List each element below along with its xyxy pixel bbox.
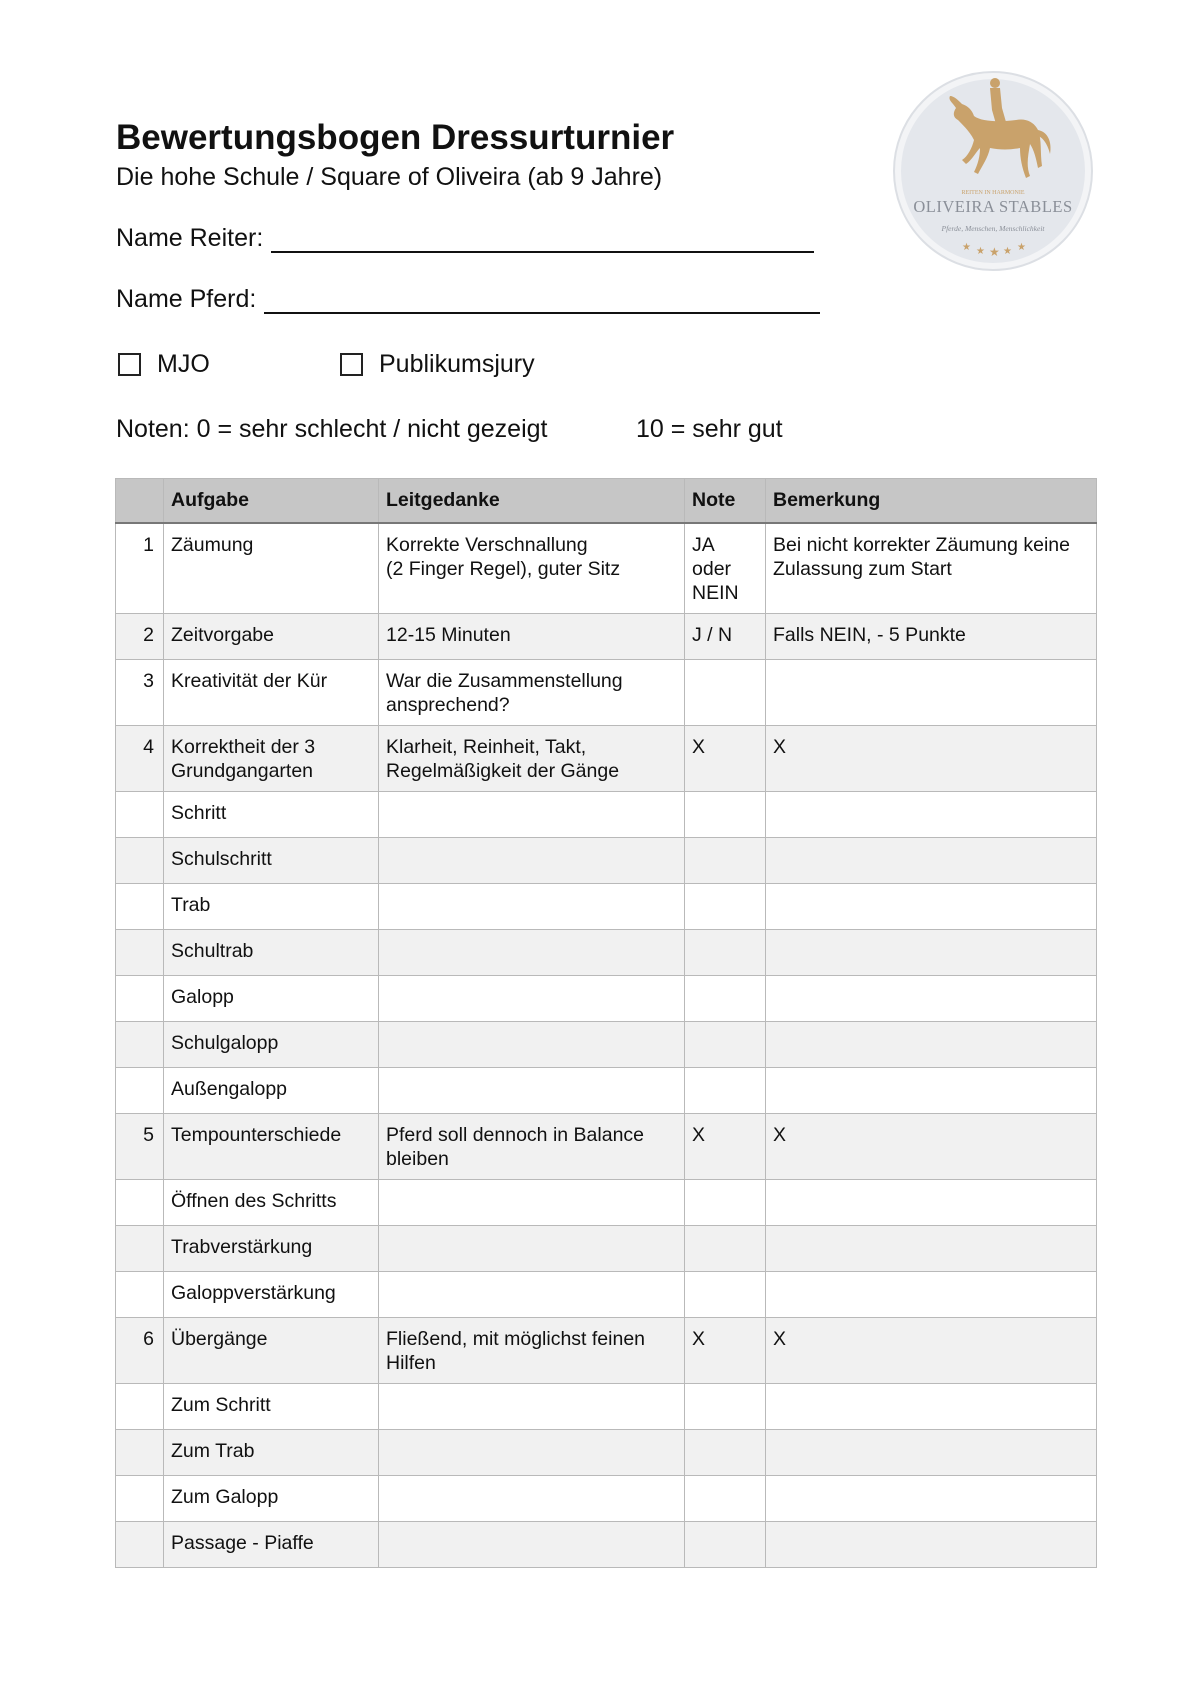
header-note: Note bbox=[685, 479, 766, 524]
logo-name: OLIVEIRA STABLES bbox=[913, 197, 1073, 216]
grading-scale bbox=[116, 415, 783, 444]
rider-name-label: Name Reiter: bbox=[116, 224, 264, 252]
table-row bbox=[116, 1384, 1097, 1430]
horse-name-line[interactable] bbox=[264, 290, 820, 314]
row-aufgabe: Schulgalopp bbox=[164, 1022, 379, 1068]
row-aufgabe: Galoppverstärkung bbox=[164, 1272, 379, 1318]
row-number bbox=[116, 1068, 164, 1114]
table-header-row bbox=[116, 479, 1097, 524]
table-row bbox=[116, 660, 1097, 726]
header-leitgedanke: Leitgedanke bbox=[379, 479, 685, 524]
row-leitgedanke bbox=[379, 792, 685, 838]
scale-low: Noten: 0 = sehr schlecht / nicht gezeigt bbox=[116, 415, 548, 443]
row-number: 3 bbox=[116, 660, 164, 726]
row-number bbox=[116, 1226, 164, 1272]
row-aufgabe: Tempounterschiede bbox=[164, 1114, 379, 1180]
row-note[interactable] bbox=[685, 1476, 766, 1522]
table-body bbox=[116, 523, 1097, 1568]
logo-tagline: Pferde, Menschen, Menschlichkeit bbox=[941, 224, 1045, 233]
table-row bbox=[116, 1318, 1097, 1384]
row-leitgedanke bbox=[379, 1476, 685, 1522]
row-note[interactable] bbox=[685, 1384, 766, 1430]
table-row bbox=[116, 1522, 1097, 1568]
row-leitgedanke bbox=[379, 1384, 685, 1430]
row-note[interactable] bbox=[685, 1022, 766, 1068]
row-leitgedanke bbox=[379, 1272, 685, 1318]
row-number bbox=[116, 1430, 164, 1476]
row-note[interactable]: JA oder NEIN bbox=[685, 523, 766, 614]
row-bemerkung[interactable] bbox=[766, 1180, 1097, 1226]
row-aufgabe: Zum Trab bbox=[164, 1430, 379, 1476]
row-aufgabe: Trab bbox=[164, 884, 379, 930]
row-number bbox=[116, 1272, 164, 1318]
row-number bbox=[116, 1476, 164, 1522]
row-leitgedanke bbox=[379, 838, 685, 884]
table-row bbox=[116, 1180, 1097, 1226]
row-leitgedanke: War die Zusammenstellung ansprechend? bbox=[379, 660, 685, 726]
table-row bbox=[116, 1272, 1097, 1318]
row-leitgedanke bbox=[379, 976, 685, 1022]
row-number bbox=[116, 792, 164, 838]
header-bemerkung: Bemerkung bbox=[766, 479, 1097, 524]
row-number bbox=[116, 1022, 164, 1068]
row-leitgedanke bbox=[379, 930, 685, 976]
row-number: 5 bbox=[116, 1114, 164, 1180]
row-aufgabe: Zum Galopp bbox=[164, 1476, 379, 1522]
rider-name-line[interactable] bbox=[271, 229, 814, 253]
row-number bbox=[116, 838, 164, 884]
svg-text:★: ★ bbox=[976, 246, 985, 257]
row-note[interactable]: X bbox=[685, 1318, 766, 1384]
table-row bbox=[116, 792, 1097, 838]
logo-top-text: REITEN IN HARMONIE bbox=[961, 190, 1025, 196]
row-aufgabe: Passage - Piaffe bbox=[164, 1522, 379, 1568]
table-row bbox=[116, 1022, 1097, 1068]
publikumsjury-checkbox[interactable] bbox=[340, 350, 535, 379]
checkbox-square-icon[interactable] bbox=[118, 353, 141, 376]
row-note[interactable]: J / N bbox=[685, 614, 766, 660]
rider-name-field[interactable] bbox=[116, 224, 814, 253]
row-aufgabe: Öffnen des Schritts bbox=[164, 1180, 379, 1226]
row-number bbox=[116, 930, 164, 976]
row-leitgedanke: Pferd soll dennoch in Balance bleiben bbox=[379, 1114, 685, 1180]
row-aufgabe: Schulschritt bbox=[164, 838, 379, 884]
row-leitgedanke bbox=[379, 1022, 685, 1068]
row-note[interactable] bbox=[685, 792, 766, 838]
row-number: 6 bbox=[116, 1318, 164, 1384]
mjo-checkbox[interactable] bbox=[118, 350, 210, 379]
row-bemerkung[interactable] bbox=[766, 1272, 1097, 1318]
row-bemerkung[interactable]: X bbox=[766, 1318, 1097, 1384]
row-leitgedanke: Fließend, mit möglichst feinen Hilfen bbox=[379, 1318, 685, 1384]
row-number bbox=[116, 976, 164, 1022]
header-num bbox=[116, 479, 164, 524]
row-note[interactable] bbox=[685, 1180, 766, 1226]
row-bemerkung[interactable] bbox=[766, 1522, 1097, 1568]
table-row bbox=[116, 930, 1097, 976]
row-note[interactable]: X bbox=[685, 1114, 766, 1180]
row-aufgabe: Übergänge bbox=[164, 1318, 379, 1384]
row-bemerkung[interactable]: X bbox=[766, 1114, 1097, 1180]
row-note[interactable] bbox=[685, 884, 766, 930]
row-bemerkung[interactable] bbox=[766, 884, 1097, 930]
row-aufgabe: Zäumung bbox=[164, 523, 379, 614]
row-leitgedanke bbox=[379, 1068, 685, 1114]
row-aufgabe: Trabverstärkung bbox=[164, 1226, 379, 1272]
table-row bbox=[116, 1114, 1097, 1180]
row-bemerkung[interactable] bbox=[766, 1226, 1097, 1272]
checkbox-square-icon[interactable] bbox=[340, 353, 363, 376]
row-note[interactable] bbox=[685, 1226, 766, 1272]
row-note[interactable] bbox=[685, 1272, 766, 1318]
table-row bbox=[116, 976, 1097, 1022]
row-number bbox=[116, 1180, 164, 1226]
table-row bbox=[116, 1476, 1097, 1522]
scale-high: 10 = sehr gut bbox=[636, 415, 783, 443]
row-number bbox=[116, 1522, 164, 1568]
row-note[interactable] bbox=[685, 1430, 766, 1476]
svg-text:★: ★ bbox=[1017, 242, 1026, 253]
evaluation-table bbox=[115, 478, 1097, 1568]
horse-name-label: Name Pferd: bbox=[116, 285, 257, 313]
row-bemerkung[interactable] bbox=[766, 1476, 1097, 1522]
row-number: 1 bbox=[116, 523, 164, 614]
mjo-label: MJO bbox=[157, 350, 210, 378]
row-bemerkung[interactable] bbox=[766, 1384, 1097, 1430]
row-leitgedanke bbox=[379, 1430, 685, 1476]
publikumsjury-label: Publikumsjury bbox=[379, 350, 535, 378]
row-number bbox=[116, 1384, 164, 1430]
page-title: Bewertungsbogen Dressurturnier bbox=[116, 118, 675, 157]
row-note[interactable]: X bbox=[685, 726, 766, 792]
horse-name-field[interactable] bbox=[116, 285, 820, 314]
row-number: 4 bbox=[116, 726, 164, 792]
oliveira-stables-logo bbox=[892, 70, 1094, 272]
row-aufgabe: Korrektheit der 3 Grundgangarten bbox=[164, 726, 379, 792]
row-leitgedanke bbox=[379, 1180, 685, 1226]
row-bemerkung[interactable] bbox=[766, 838, 1097, 884]
row-leitgedanke: Klarheit, Reinheit, Takt, Regelmäßigkeit der Gänge bbox=[379, 726, 685, 792]
row-leitgedanke bbox=[379, 1226, 685, 1272]
row-note[interactable] bbox=[685, 930, 766, 976]
table-row bbox=[116, 884, 1097, 930]
row-bemerkung[interactable] bbox=[766, 660, 1097, 726]
row-note[interactable] bbox=[685, 1522, 766, 1568]
table-row bbox=[116, 1430, 1097, 1476]
row-note[interactable] bbox=[685, 660, 766, 726]
row-number bbox=[116, 884, 164, 930]
svg-text:★: ★ bbox=[989, 245, 1000, 259]
table-row bbox=[116, 1226, 1097, 1272]
row-leitgedanke bbox=[379, 1522, 685, 1568]
row-aufgabe: Außengalopp bbox=[164, 1068, 379, 1114]
row-aufgabe: Kreativität der Kür bbox=[164, 660, 379, 726]
row-leitgedanke: Korrekte Verschnallung (2 Finger Regel), guter Sitz bbox=[379, 523, 685, 614]
row-bemerkung[interactable] bbox=[766, 1430, 1097, 1476]
page-subtitle: Die hohe Schule / Square of Oliveira (ab 9 Jahre) bbox=[116, 163, 663, 191]
row-bemerkung[interactable] bbox=[766, 930, 1097, 976]
row-note[interactable] bbox=[685, 838, 766, 884]
row-aufgabe: Zum Schritt bbox=[164, 1384, 379, 1430]
row-aufgabe: Galopp bbox=[164, 976, 379, 1022]
row-bemerkung[interactable] bbox=[766, 976, 1097, 1022]
row-bemerkung[interactable] bbox=[766, 1022, 1097, 1068]
header-aufgabe: Aufgabe bbox=[164, 479, 379, 524]
row-bemerkung[interactable] bbox=[766, 1068, 1097, 1114]
svg-text:★: ★ bbox=[962, 242, 971, 253]
row-bemerkung[interactable]: Bei nicht korrekter Zäumung keine Zulassung zum Start bbox=[766, 523, 1097, 614]
row-aufgabe: Schultrab bbox=[164, 930, 379, 976]
row-leitgedanke: 12-15 Minuten bbox=[379, 614, 685, 660]
row-number: 2 bbox=[116, 614, 164, 660]
table-row bbox=[116, 614, 1097, 660]
row-aufgabe: Zeitvorgabe bbox=[164, 614, 379, 660]
row-leitgedanke bbox=[379, 884, 685, 930]
row-aufgabe: Schritt bbox=[164, 792, 379, 838]
row-bemerkung[interactable]: Falls NEIN, - 5 Punkte bbox=[766, 614, 1097, 660]
row-bemerkung[interactable] bbox=[766, 792, 1097, 838]
table-row bbox=[116, 726, 1097, 792]
table-row bbox=[116, 1068, 1097, 1114]
row-bemerkung[interactable]: X bbox=[766, 726, 1097, 792]
table-row bbox=[116, 838, 1097, 884]
row-note[interactable] bbox=[685, 1068, 766, 1114]
table-row bbox=[116, 523, 1097, 614]
svg-text:★: ★ bbox=[1003, 246, 1012, 257]
row-note[interactable] bbox=[685, 976, 766, 1022]
